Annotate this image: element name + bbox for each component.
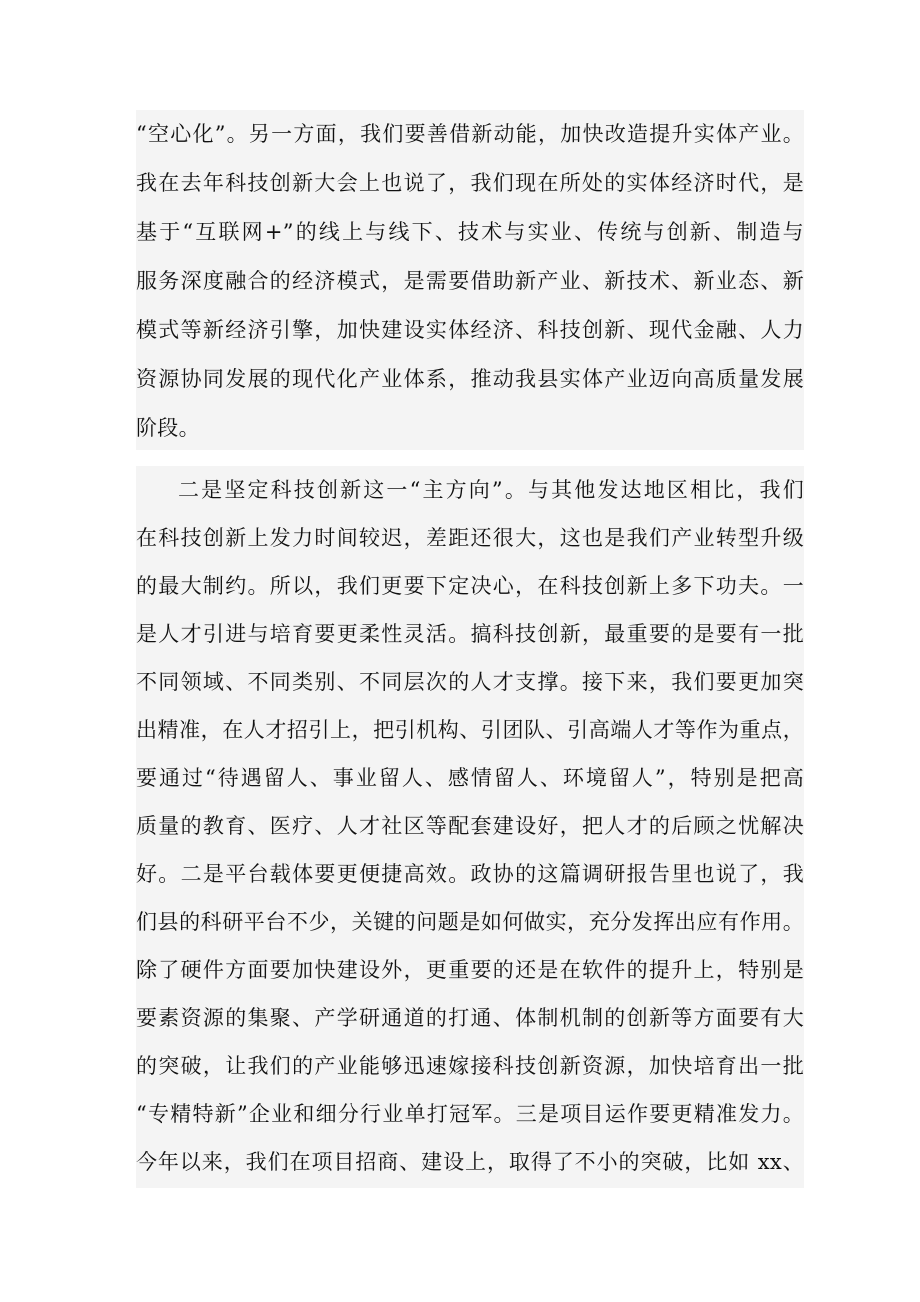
paragraph-line: 阶段。 [136,416,200,440]
paragraph-line: 们县的科研平台不少，关键的问题是如何做实，充分发挥出应有作用。 [136,910,804,934]
paragraph-line: 出精准，在人才招引上，把引机构、引团队、引高端人才等作为重点， [136,718,804,742]
paragraph-line: 要素资源的集聚、产学研通道的打通、体制机制的创新等方面要有大 [136,1006,804,1030]
paragraph-line: 的最大制约。所以，我们更要下定决心，在科技创新上多下功夫。一 [136,574,804,598]
paragraph-line: 在科技创新上发力时间较迟，差距还很大，这也是我们产业转型升级 [136,526,804,550]
paragraph-line: 不同领域、不同类别、不同层次的人才支撑。接下来，我们要更加突 [136,670,804,694]
paragraph-line: 是人才引进与培育要更柔性灵活。搞科技创新，最重要的是要有一批 [136,622,804,646]
paragraph-2 [136,466,804,1188]
paragraph-line: 今年以来，我们在项目招商、建设上，取得了不小的突破，比如 xx、 [136,1150,804,1174]
paragraph-line: 我在去年科技创新大会上也说了，我们现在所处的实体经济时代，是 [136,171,804,195]
paragraph-line: 的突破，让我们的产业能够迅速嫁接科技创新资源，加快培育出一批 [136,1054,804,1078]
paragraph-line: 资源协同发展的现代化产业体系，推动我县实体产业迈向高质量发展 [136,367,804,391]
paragraph-line: 质量的教育、医疗、人才社区等配套建设好，把人才的后顾之忧解决 [136,814,804,838]
paragraph-line: 除了硬件方面要加快建设外，更重要的还是在软件的提升上，特别是 [136,958,804,982]
paragraph-line: “空心化”。另一方面，我们要善借新动能，加快改造提升实体产业。 [136,122,804,146]
paragraph-line: 二是坚定科技创新这一“主方向”。与其他发达地区相比，我们 [178,478,804,502]
paragraph-line: 基于“互联网+”的线上与线下、技术与实业、传统与创新、制造与 [136,220,804,244]
paragraph-line: 好。二是平台载体要更便捷高效。政协的这篇调研报告里也说了，我 [136,862,804,886]
paragraph-line: 要通过“待遇留人、事业留人、感情留人、环境留人”，特别是把高 [136,766,804,790]
paragraph-line: “专精特新”企业和细分行业单打冠军。三是项目运作要更精准发力。 [136,1102,804,1126]
paragraph-1 [136,110,804,450]
paragraph-line: 模式等新经济引擎，加快建设实体经济、科技创新、现代金融、人力 [136,318,804,342]
paragraph-line: 服务深度融合的经济模式，是需要借助新产业、新技术、新业态、新 [136,269,804,293]
